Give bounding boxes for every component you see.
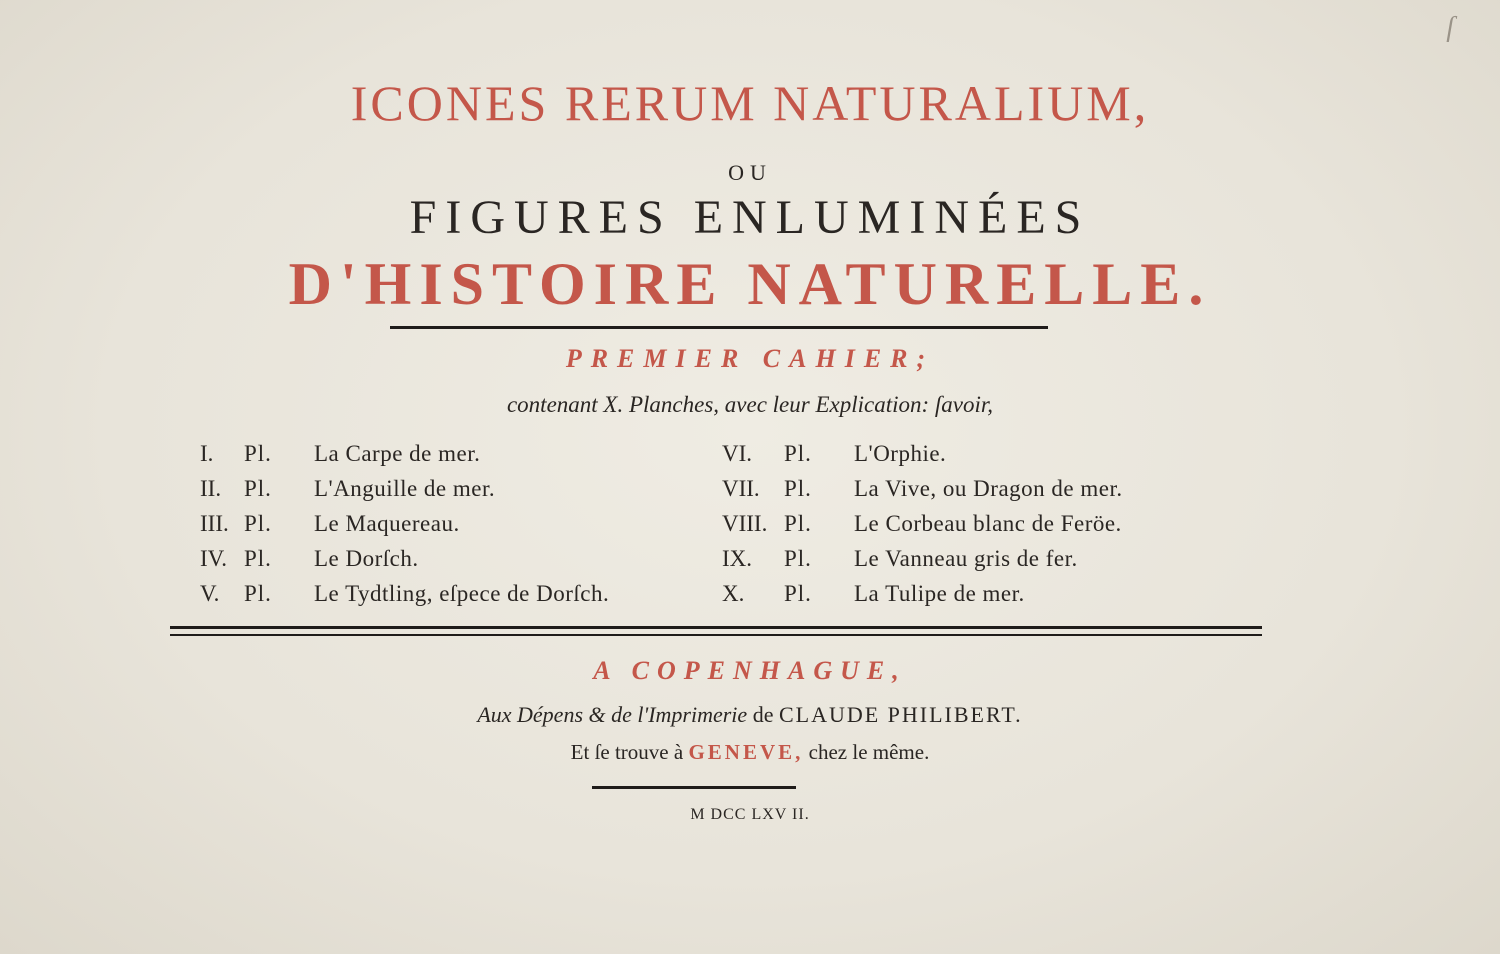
plate-abbrev: Pl.	[784, 546, 812, 571]
plate-abbrev: Pl.	[244, 476, 272, 501]
year-rule	[592, 786, 796, 789]
plate-name: L'Orphie.	[854, 441, 947, 466]
plate-number: IV.	[200, 546, 228, 571]
printer-name: CLAUDE PHILIBERT.	[778, 702, 1023, 727]
plate-abbrev: Pl.	[784, 511, 812, 536]
plate-abbrev: Pl.	[784, 581, 812, 606]
imprint-place: A COPENHAGUE,	[593, 656, 907, 685]
plate-item	[722, 541, 1123, 576]
plate-abbrev: Pl.	[784, 441, 812, 466]
plate-number: VIII.	[722, 511, 768, 536]
imprint-line-2	[0, 740, 1500, 765]
plate-number: X.	[722, 581, 745, 606]
plate-list-right	[722, 436, 1123, 611]
plate-item	[722, 506, 1123, 541]
plate-name: Le Dorſch.	[314, 546, 419, 571]
plate-abbrev: Pl.	[244, 441, 272, 466]
plate-item	[200, 436, 609, 471]
plate-number: V.	[200, 581, 220, 606]
plate-number: I.	[200, 441, 214, 466]
plate-number: II.	[200, 476, 222, 501]
section-subheading: contenant X. Planches, avec leur Explication: ſavoir,	[506, 392, 994, 417]
plate-number: VI.	[722, 441, 753, 466]
plate-name: Le Maquereau.	[314, 511, 460, 536]
plate-name: La Carpe de mer.	[314, 441, 481, 466]
plate-name: La Tulipe de mer.	[854, 581, 1025, 606]
plate-number: VII.	[722, 476, 760, 501]
imprint-same-text: chez le même.	[808, 740, 930, 764]
plate-list-left	[200, 436, 609, 611]
plate-number: III.	[200, 511, 229, 536]
title-line-2: OU	[728, 160, 772, 185]
imprint-found-text: Et ſe trouve à	[570, 740, 684, 764]
plate-abbrev: Pl.	[244, 546, 272, 571]
plate-name: L'Anguille de mer.	[314, 476, 496, 501]
title-line-3: FIGURES ENLUMINÉES	[409, 191, 1091, 244]
plate-item	[722, 576, 1123, 611]
plate-abbrev: Pl.	[244, 511, 272, 536]
imprint-de: de	[752, 702, 774, 727]
pencil-mark: ſ	[1446, 12, 1454, 43]
double-rule-bottom	[170, 634, 1262, 636]
plate-item	[200, 506, 609, 541]
plate-abbrev: Pl.	[784, 476, 812, 501]
plate-abbrev: Pl.	[244, 581, 272, 606]
imprint-expense-text: Aux Dépens & de l'Imprimerie	[477, 702, 748, 727]
divider-rule	[390, 326, 1048, 329]
plate-item	[200, 541, 609, 576]
plate-number: IX.	[722, 546, 753, 571]
plate-name: Le Tydtling, eſpece de Dorſch.	[314, 581, 610, 606]
imprint-line-1	[0, 702, 1500, 728]
plate-item	[722, 436, 1123, 471]
plate-name: La Vive, ou Dragon de mer.	[854, 476, 1123, 501]
plate-name: Le Corbeau blanc de Feröe.	[854, 511, 1122, 536]
plate-item	[200, 471, 609, 506]
double-rule-top	[170, 626, 1262, 629]
section-heading: PREMIER CAHIER;	[565, 344, 935, 373]
title-line-4: D'HISTOIRE NATURELLE.	[288, 251, 1212, 317]
plate-item	[200, 576, 609, 611]
plate-name: Le Vanneau gris de fer.	[854, 546, 1078, 571]
title-line-1: ICONES RERUM NATURALIUM,	[350, 75, 1150, 131]
imprint-city: GENEVE,	[688, 740, 804, 764]
publication-year: M DCC LXV II.	[690, 806, 810, 823]
plate-item	[722, 471, 1123, 506]
